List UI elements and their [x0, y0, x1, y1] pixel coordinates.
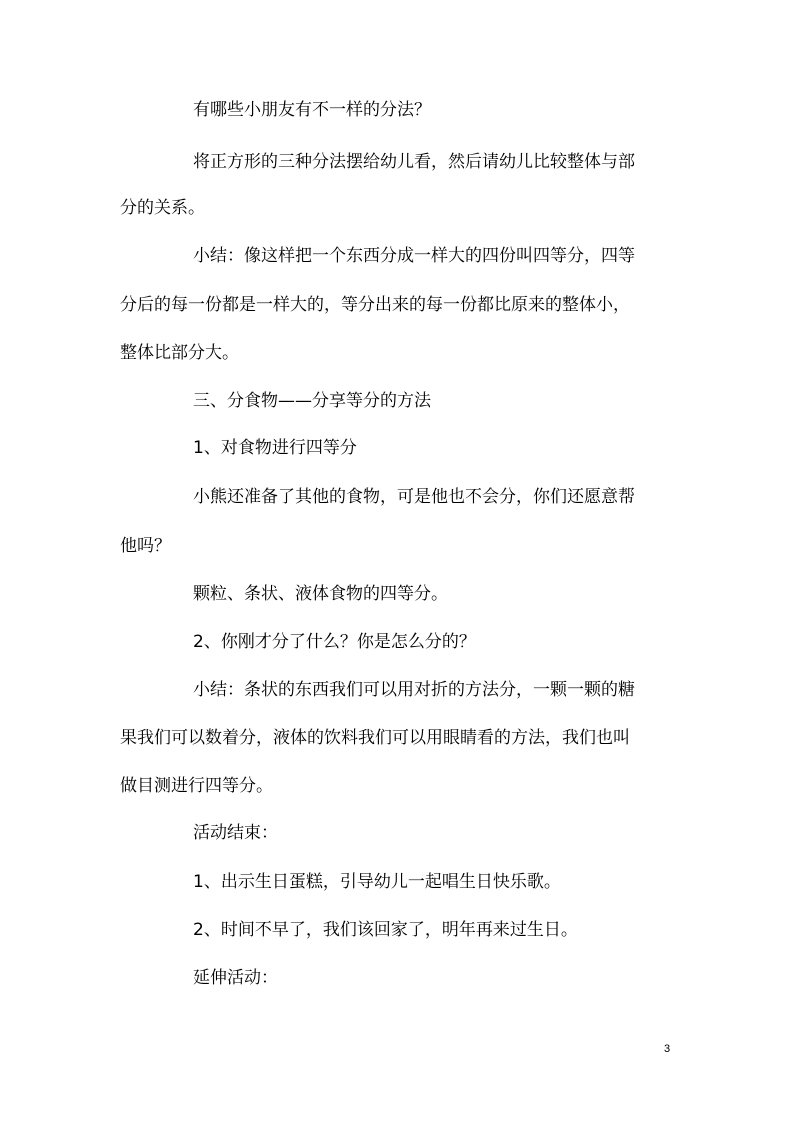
section-heading: 延伸活动： — [193, 968, 278, 988]
paragraph-line: 小熊还准备了其他的食物，可是他也不会分，你们还愿意帮 — [193, 487, 635, 507]
paragraph-line: 整体比部分大。 — [120, 343, 239, 363]
paragraph-line: 分的关系。 — [120, 198, 205, 218]
paragraph-line: 做目测进行四等分。 — [120, 776, 273, 796]
section-heading: 活动结束： — [193, 823, 278, 843]
paragraph-line: 将正方形的三种分法摆给幼儿看，然后请幼儿比较整体与部 — [193, 152, 635, 172]
subsection-heading: 1、对食物进行四等分 — [193, 438, 357, 458]
page-number: 3 — [664, 1043, 671, 1055]
section-heading: 三、分食物——分享等分的方法 — [193, 391, 431, 411]
paragraph-line: 有哪些小朋友有不一样的分法？ — [193, 100, 431, 120]
list-item: 1、出示生日蛋糕，引导幼儿一起唱生日快乐歌。 — [193, 872, 561, 892]
paragraph-line: 小结：条状的东西我们可以用对折的方法分，一颗一颗的糖 — [193, 680, 635, 700]
paragraph-line: 小结：像这样把一个东西分成一样大的四份叫四等分，四等 — [193, 246, 635, 266]
paragraph-line: 他吗？ — [120, 536, 171, 556]
paragraph-line: 果我们可以数着分，液体的饮料我们可以用眼睛看的方法，我们也叫 — [120, 728, 630, 748]
paragraph-line: 颗粒、条状、液体食物的四等分。 — [193, 584, 448, 604]
list-item: 2、时间不早了，我们该回家了，明年再来过生日。 — [193, 920, 578, 940]
paragraph-line: 分后的每一份都是一样大的，等分出来的每一份都比原来的整体小， — [120, 295, 630, 315]
subsection-heading: 2、你刚才分了什么？你是怎么分的？ — [193, 632, 476, 652]
